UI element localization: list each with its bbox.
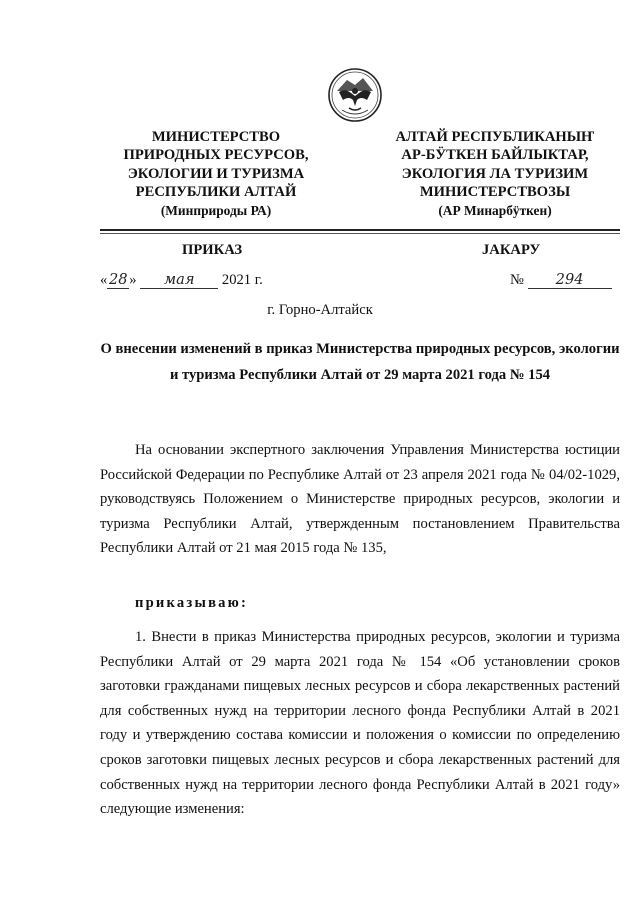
- preamble-paragraph: На основании экспертного заключения Управления Министерства юстиции Российской Федерации по Республике Алтай от 23 апреля 2021 года № 04/02-1029, руководствуясь Положением о Министерстве природных ресурсов, экологии и туризма Республики Алтай, утвержденным постановлением Правительства Республики Алтай от 21 мая 2015 года № 135,: [100, 442, 620, 557]
- ministry-short-name: (АР Минарбӱткен): [438, 202, 552, 218]
- date-suffix: г.: [254, 272, 263, 288]
- ministry-name-line: РЕСПУБЛИКИ АЛТАЙ: [135, 184, 297, 201]
- number-sign: №: [510, 272, 524, 288]
- city-line: г. Горно-Алтайск: [267, 302, 373, 318]
- item-1-paragraph: 1. Внести в приказ Министерства природных ресурсов, экологии и туризма Республики Алтай от 29 марта 2021 года № 154 «Об установлении сроков заготовки гражданами пищевых лесных ресурсов и сбора лекарственных растений для собственных нужд на территории лесного фонда Республики Алтай в 2021 году и утверждению состава комиссии и положения о комиссии по определению сроков заготовки пищевых лесных ресурсов и сбора лекарственных растений для собственных нужд на территории лесного фонда Республики Алтай в 2021 году» следующие изменения:: [100, 629, 620, 818]
- ministry-name-line: ЭКОЛОГИЯ ЛА ТУРИЗИМ: [401, 165, 589, 182]
- number-value: 294: [528, 272, 612, 289]
- doc-type-altai: JАКАРУ: [482, 242, 541, 258]
- ministry-name-line: МИНИСТЕРСТВО: [151, 129, 281, 145]
- ministry-name-line: ПРИРОДНЫХ РЕСУРСОВ,: [123, 147, 309, 164]
- order-word: приказываю:: [135, 595, 249, 611]
- ministry-short-name: (Минприроды РА): [160, 202, 272, 218]
- date-close-quote: »: [129, 272, 137, 288]
- date-open-quote: «: [100, 272, 108, 288]
- date-year: 2021: [221, 272, 252, 288]
- ministry-name-altai: [370, 128, 620, 220]
- doc-type-russian: ПРИКАЗ: [182, 242, 243, 258]
- ministry-name-line: ЭКОЛОГИИ И ТУРИЗМА: [127, 165, 305, 182]
- header-divider-thin: [100, 233, 620, 234]
- order-date: [100, 272, 263, 289]
- ministry-name-line: АР-БӰТКЕН БАЙЛЫКТАР,: [401, 147, 589, 164]
- ministry-name-russian: [100, 128, 332, 220]
- document-title: О внесении изменений в приказ Министерства природных ресурсов, экологии и туризма Республики Алтай от 29 марта 2021 года № 154: [100, 341, 620, 383]
- order-number: [510, 272, 612, 289]
- ministry-name-line: АЛТАЙ РЕСПУБЛИКАНЫҤ: [395, 129, 595, 145]
- date-day: 28: [109, 271, 128, 288]
- ministry-name-line: МИНИСТЕРСТВОЗЫ: [419, 184, 571, 201]
- date-month: мая: [140, 272, 218, 289]
- republic-emblem-icon: [327, 66, 383, 124]
- header-divider: [100, 229, 620, 231]
